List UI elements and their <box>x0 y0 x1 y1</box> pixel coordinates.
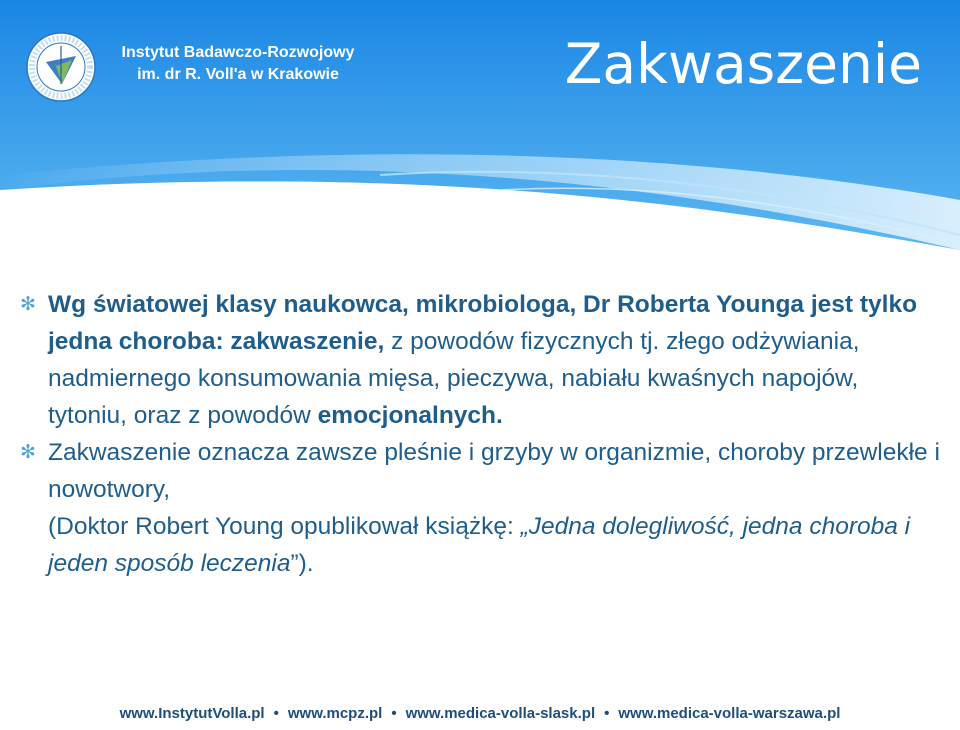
bullet-item-1 <box>20 286 940 434</box>
institute-logo <box>26 32 96 102</box>
footer-link-mcpz[interactable]: www.mcpz.pl <box>287 705 383 722</box>
bullet2-text: Zakwaszenie oznacza zawsze pleśnie i grzyby w organizmie, choroby przewlekłe i nowotwory, <box>48 439 940 503</box>
bullet2-book-title: Jedna dolegliwość, jedna choroba i jeden sposób leczenia <box>48 513 911 577</box>
bullet1-bold: Wg światowej klasy naukowca, mikrobiologa, Dr Roberta Younga jest tylko jedna choroba: zakwaszenie, <box>48 291 918 355</box>
footer-separator: • <box>604 705 610 722</box>
slide-content <box>20 286 940 582</box>
footer-link-instytut[interactable]: www.InstytutVolla.pl <box>119 705 265 722</box>
bullet2-book-close: ”). <box>290 550 314 577</box>
bullet1-plain: z powodów fizycznych tj. złego odżywiania, nadmiernego konsumowania mięsa, pieczywa, nabiału kwaśnych napojów, tytoniu, oraz z powodów <box>48 328 860 429</box>
institute-line2: im. dr R. Voll'a w Krakowie <box>137 66 339 83</box>
bullet-asterisk-icon: ✻ <box>20 442 36 463</box>
bullet2-open-quote: „ <box>520 513 529 540</box>
footer-separator: • <box>391 705 397 722</box>
bullet1-bold-end: emocjonalnych. <box>317 402 503 429</box>
page-title: Zakwaszenie <box>564 32 922 96</box>
bullet-asterisk-icon: ✻ <box>20 294 36 315</box>
footer-link-slask[interactable]: www.medica-volla-slask.pl <box>405 705 596 722</box>
footer-separator: • <box>273 705 279 722</box>
bullet-item-2 <box>20 434 940 582</box>
footer-link-warszawa[interactable]: www.medica-volla-warszawa.pl <box>618 705 841 722</box>
institute-line1: Instytut Badawczo-Rozwojowy <box>121 44 355 61</box>
institute-name <box>107 42 369 86</box>
footer-links <box>0 705 960 722</box>
header-banner <box>0 0 960 250</box>
bullet2-book-intro: (Doktor Robert Young opublikował książkę: <box>48 513 521 540</box>
